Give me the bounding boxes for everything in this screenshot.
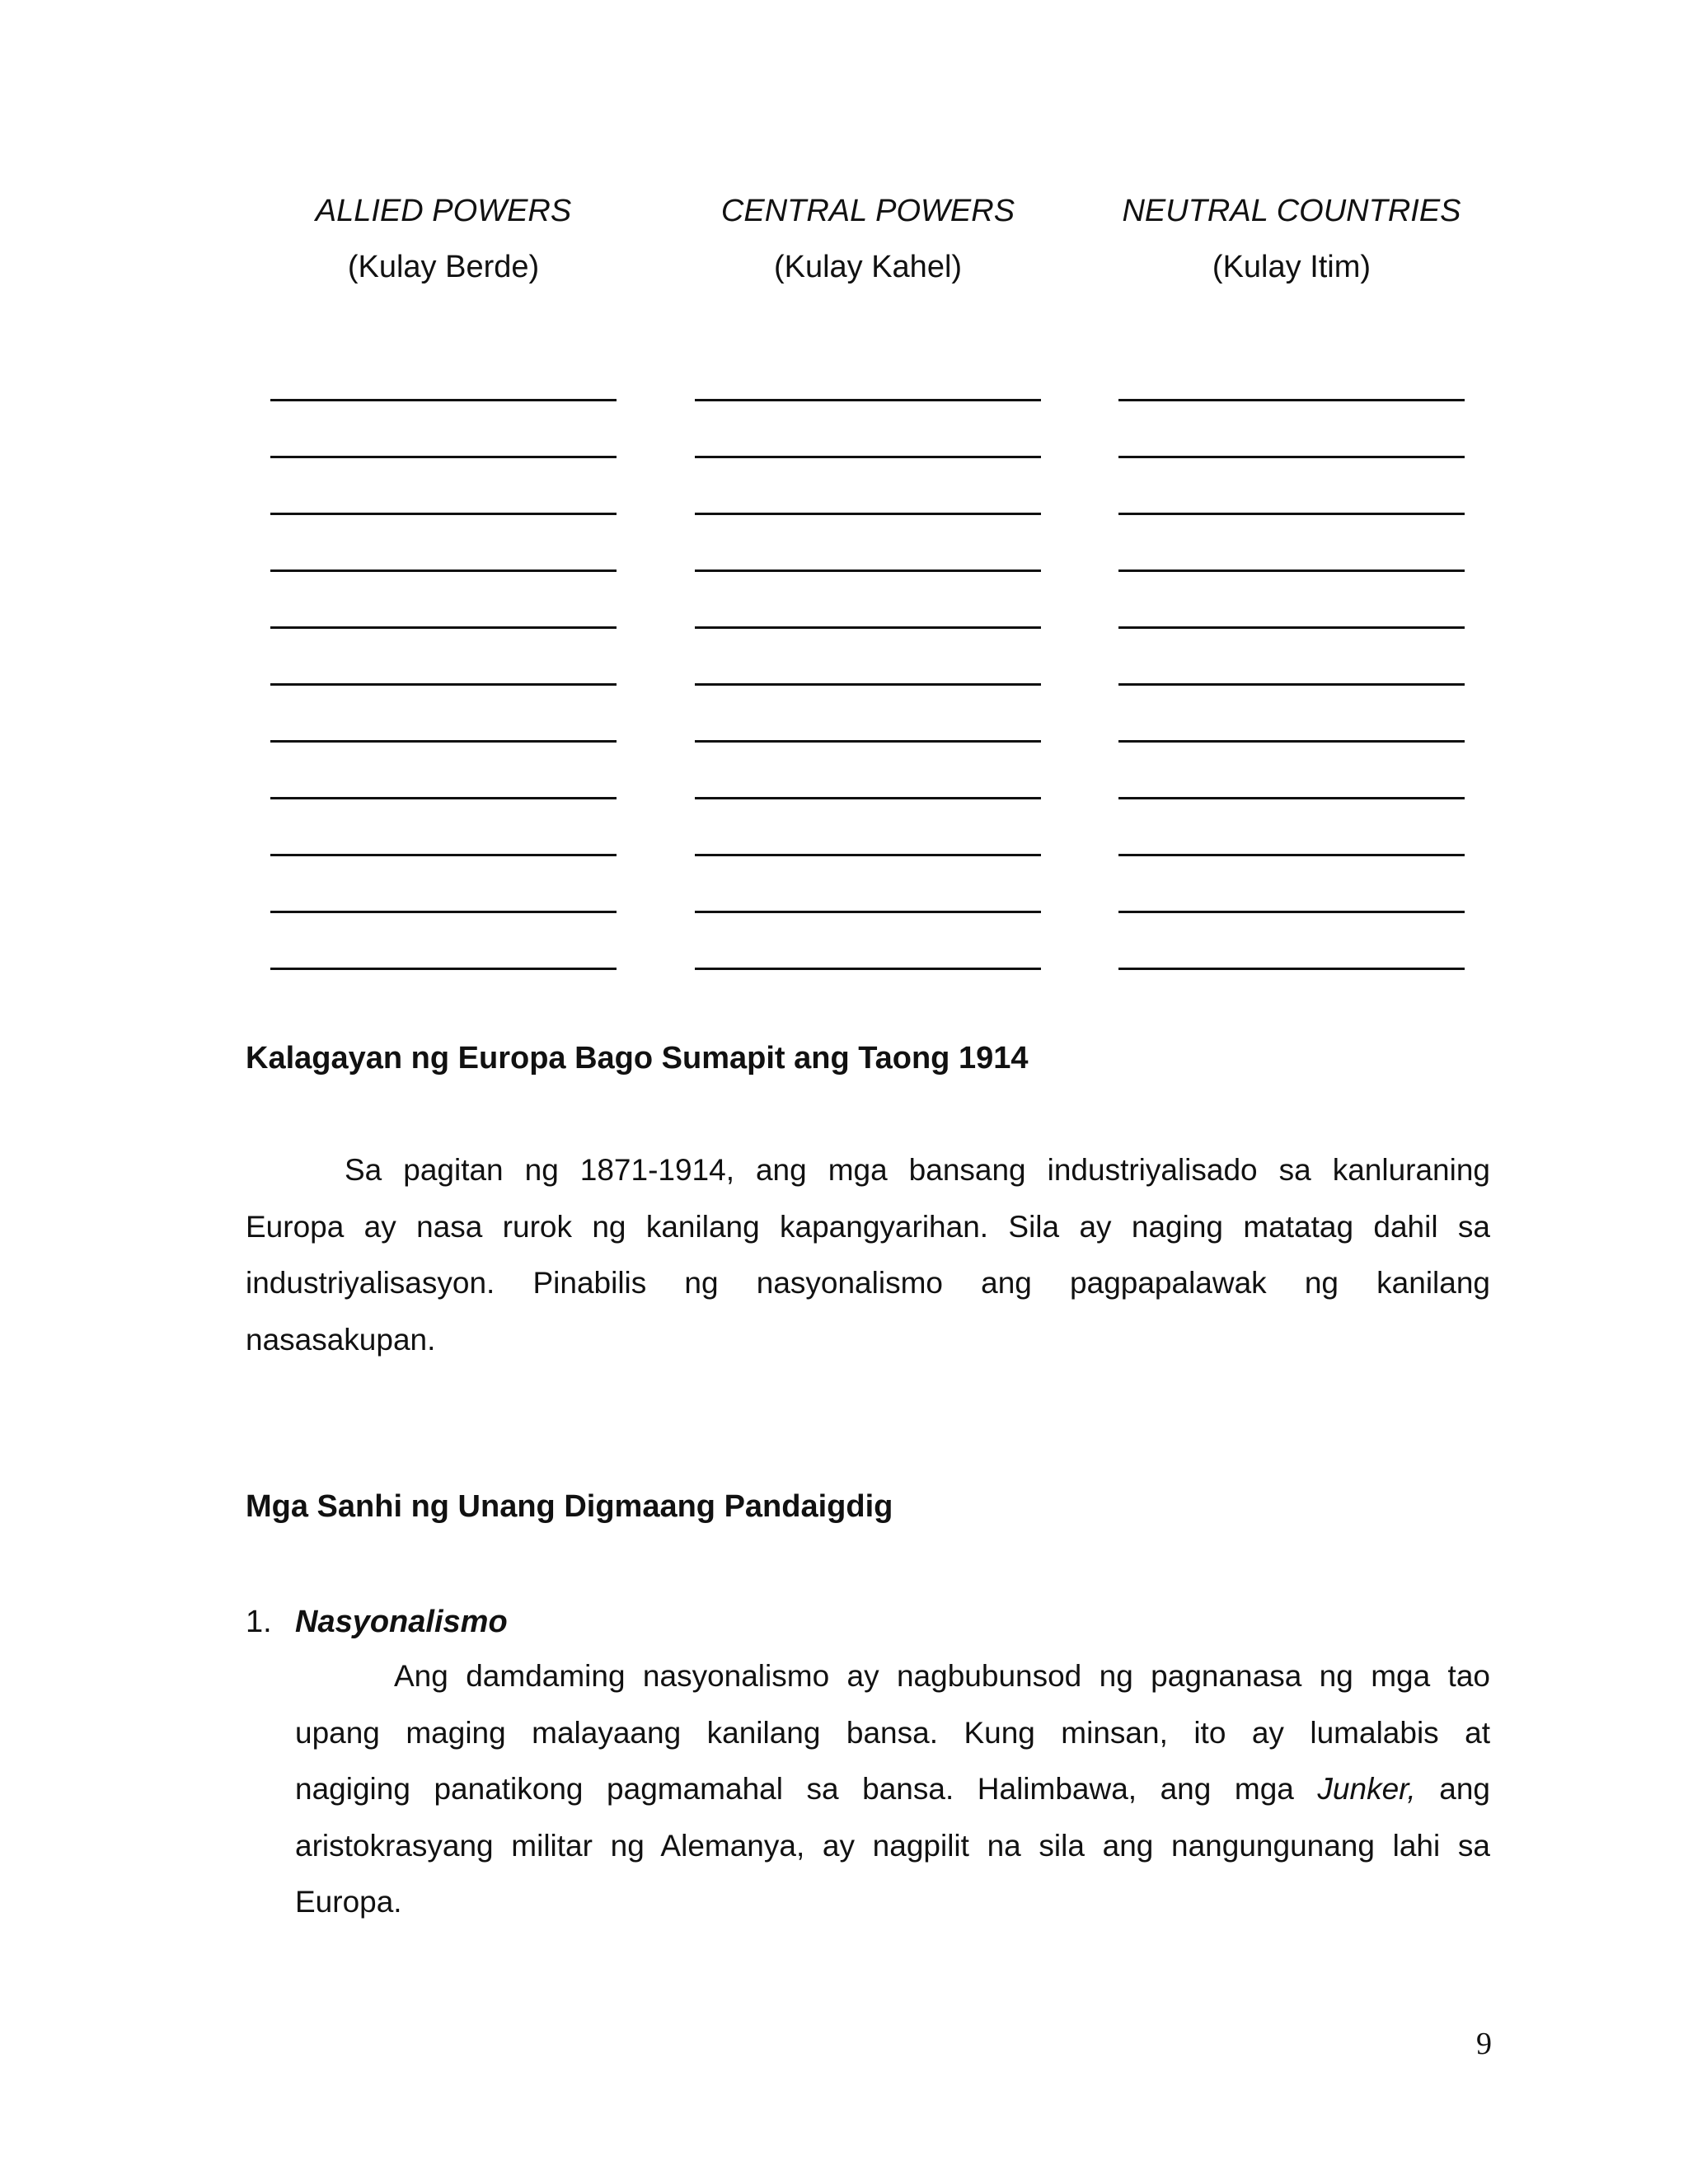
- paragraph-line: [295, 1761, 1490, 1818]
- answer-blank-line: [270, 968, 617, 970]
- answer-blank-line: [1118, 456, 1465, 458]
- answer-blank-line: [695, 968, 1041, 970]
- answer-blank-line: [1118, 854, 1465, 856]
- answer-blank-line: [695, 740, 1041, 743]
- section-heading-causes-of-ww1: Mga Sanhi ng Unang Digmaang Pandaigdig: [246, 1489, 893, 1524]
- page-number: 9: [1476, 2027, 1492, 2061]
- answer-blank-line: [270, 513, 617, 515]
- answer-blank-line: [270, 399, 617, 401]
- answer-blank-line: [1118, 683, 1465, 686]
- answer-blank-line: [1118, 797, 1465, 799]
- paragraph-europe-before-1914: [246, 1142, 1490, 1368]
- answer-blank-line: [270, 683, 617, 686]
- column-central-powers: [654, 188, 1082, 290]
- section-heading-europe-before-1914: Kalagayan ng Europa Bago Sumapit ang Taong 1914: [246, 1041, 1029, 1076]
- answer-blank-line: [1118, 399, 1465, 401]
- answer-blank-line: [1118, 911, 1465, 913]
- answer-blank-line: [1118, 513, 1465, 515]
- column-subtitle: (Kulay Itim): [1212, 250, 1372, 284]
- column-title: NEUTRAL COUNTRIES: [1122, 194, 1461, 228]
- answer-blank-line: [695, 626, 1041, 629]
- answer-blank-line: [270, 797, 617, 799]
- paragraph-line: aristokrasyang militar ng Alemanya, ay nagpilit na sila ang nangungunang lahi sa: [295, 1828, 1490, 1863]
- answer-blank-line: [695, 911, 1041, 913]
- answer-blank-line: [695, 797, 1041, 799]
- emphasized-term-junker: Junker,: [1317, 1772, 1416, 1806]
- paragraph-line: industriyalisasyon. Pinabilis ng nasyonalismo ang pagpapalawak ng kanilang: [246, 1266, 1490, 1300]
- paragraph-line: Ang damdaming nasyonalismo ay nagbubunsod ng pagnanasa ng mga tao: [394, 1659, 1490, 1693]
- answer-blank-line: [270, 854, 617, 856]
- paragraph-line: Europa ay nasa rurok ng kanilang kapangyarihan. Sila ay naging matatag dahil sa: [246, 1209, 1490, 1244]
- answer-blank-line: [695, 683, 1041, 686]
- paragraph-line: upang maging malayaang kanilang bansa. Kung minsan, ito ay lumalabis at: [295, 1715, 1490, 1750]
- list-item-title: Nasyonalismo: [295, 1605, 508, 1639]
- column-title: CENTRAL POWERS: [720, 194, 1015, 228]
- answer-blank-line: [695, 854, 1041, 856]
- answer-blank-line: [270, 626, 617, 629]
- column-neutral-countries: [1077, 188, 1506, 290]
- column-subtitle: (Kulay Berde): [347, 250, 540, 284]
- paragraph-nationalism: [295, 1648, 1490, 1931]
- answer-blank-line: [270, 456, 617, 458]
- column-allied-powers: [229, 188, 658, 290]
- answer-blank-line: [270, 911, 617, 913]
- answer-blank-line: [695, 399, 1041, 401]
- paragraph-text: nagiging panatikong pagmamahal sa bansa. Halimbawa, ang mga: [295, 1772, 1318, 1806]
- allied-powers-blanks: [270, 399, 617, 1024]
- neutral-countries-blanks: [1118, 399, 1465, 1024]
- paragraph-line: Sa pagitan ng 1871-1914, ang mga bansang industriyalisado sa kanluraning: [345, 1153, 1490, 1187]
- answer-blank-line: [695, 456, 1041, 458]
- answer-blank-line: [695, 569, 1041, 572]
- paragraph-line: Europa.: [295, 1885, 402, 1919]
- answer-blank-line: [1118, 626, 1465, 629]
- central-powers-blanks: [695, 399, 1041, 1024]
- paragraph-text: ang: [1415, 1772, 1491, 1806]
- answer-blank-line: [270, 569, 617, 572]
- answer-blank-line: [1118, 968, 1465, 970]
- answer-blank-line: [270, 740, 617, 743]
- column-subtitle: (Kulay Kahel): [773, 250, 963, 284]
- column-title: ALLIED POWERS: [315, 194, 572, 228]
- answer-blank-line: [1118, 569, 1465, 572]
- paragraph-line: nasasakupan.: [246, 1322, 436, 1357]
- list-item-number: 1.: [246, 1605, 272, 1639]
- answer-blank-line: [1118, 740, 1465, 743]
- answer-blank-line: [695, 513, 1041, 515]
